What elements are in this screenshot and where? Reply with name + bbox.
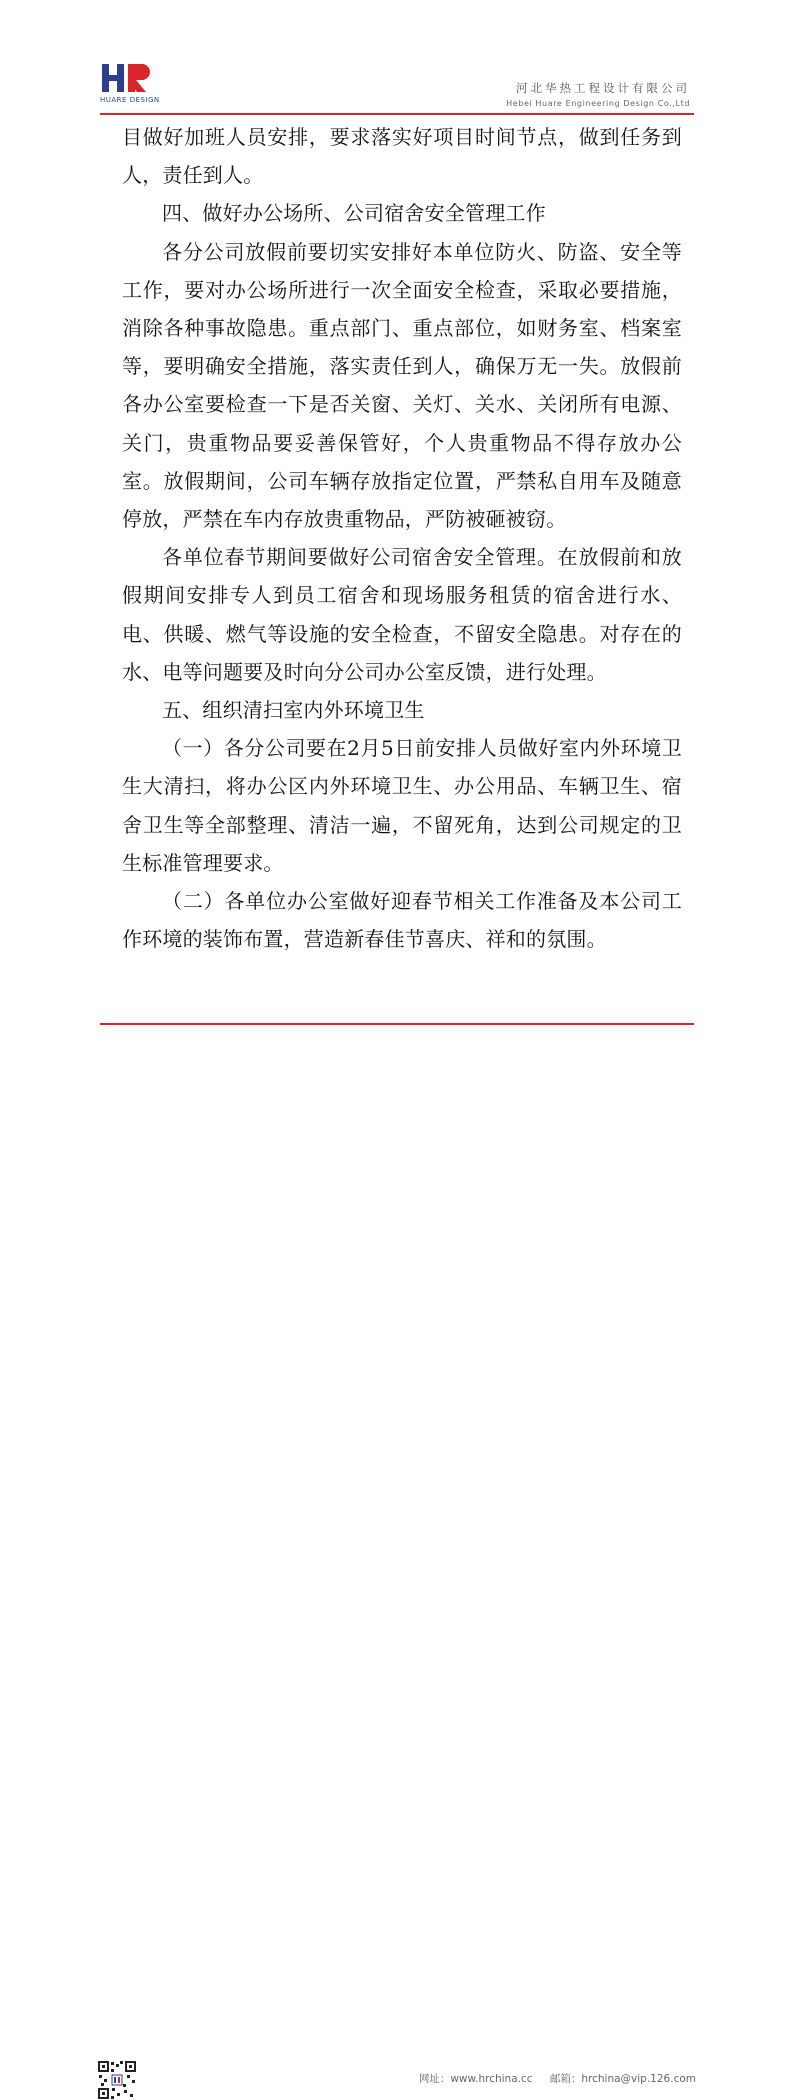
document-body [122,118,682,958]
paragraph: （二）各单位办公室做好迎春节相关工作准备及本公司工作环境的装饰布置，营造新春佳节喜庆、祥和的氛围。 [122,889,682,952]
paragraph: 各单位春节期间要做好公司宿舍安全管理。在放假前和放假期间安排专人到员工宿舍和现场服务租赁的宿舍进行水、电、供暖、燃气等设施的安全检查，不留安全隐患。对存在的水、电等问题要及时向分公司办公室反馈，进行处理。 [122,545,682,684]
company-name [506,80,690,108]
paragraph: 目做好加班人员安排，要求落实好项目时间节点，做到任务到人，责任到人。 [122,125,682,188]
section-heading: 五、组织清扫室内外环境卫生 [162,698,425,723]
page-footer [0,1026,794,2085]
company-name-cn: 河北华热工程设计有限公司 [516,81,690,95]
header-divider [100,113,694,115]
paragraph: （一）各分公司要在2月5日前安排人员做好室内外环境卫生大清扫，将办公区内外环境卫生、办公用品、车辆卫生、宿舍卫生等全部整理、清洁一遍，不留死角，达到公司规定的卫生标准管理要求。 [122,736,682,875]
website-text: 网址：www.hrchina.cc [418,2073,533,2085]
email-text: 邮箱：hrchina@vip.126.com [549,2073,696,2085]
footer-divider [100,1023,694,1025]
contact-info [405,2071,696,2086]
qr-code-icon [97,2060,137,2100]
logo-text: HUARE DESIGN [100,96,160,104]
paragraph: 各分公司放假前要切实安排好本单位防火、防盗、安全等工作，要对办公场所进行一次全面安全检查，采取必要措施，消除各种事故隐患。重点部门、重点部位，如财务室、档案室等，要明确安全措施，落实责任到人，确保万无一失。放假前各办公室要检查一下是否关窗、关灯、关水、关闭所有电源、关门，贵重物品要妥善保管好，个人贵重物品不得存放办公室。放假期间，公司车辆存放指定位置，严禁私自用车及随意停放，严禁在车内存放贵重物品，严防被砸被窃。 [122,239,682,532]
section-heading: 四、做好办公场所、公司宿舍安全管理工作 [162,201,546,226]
page-header [0,0,794,118]
company-name-en: Hebei Huare Engineering Design Co.,Ltd [506,99,690,108]
